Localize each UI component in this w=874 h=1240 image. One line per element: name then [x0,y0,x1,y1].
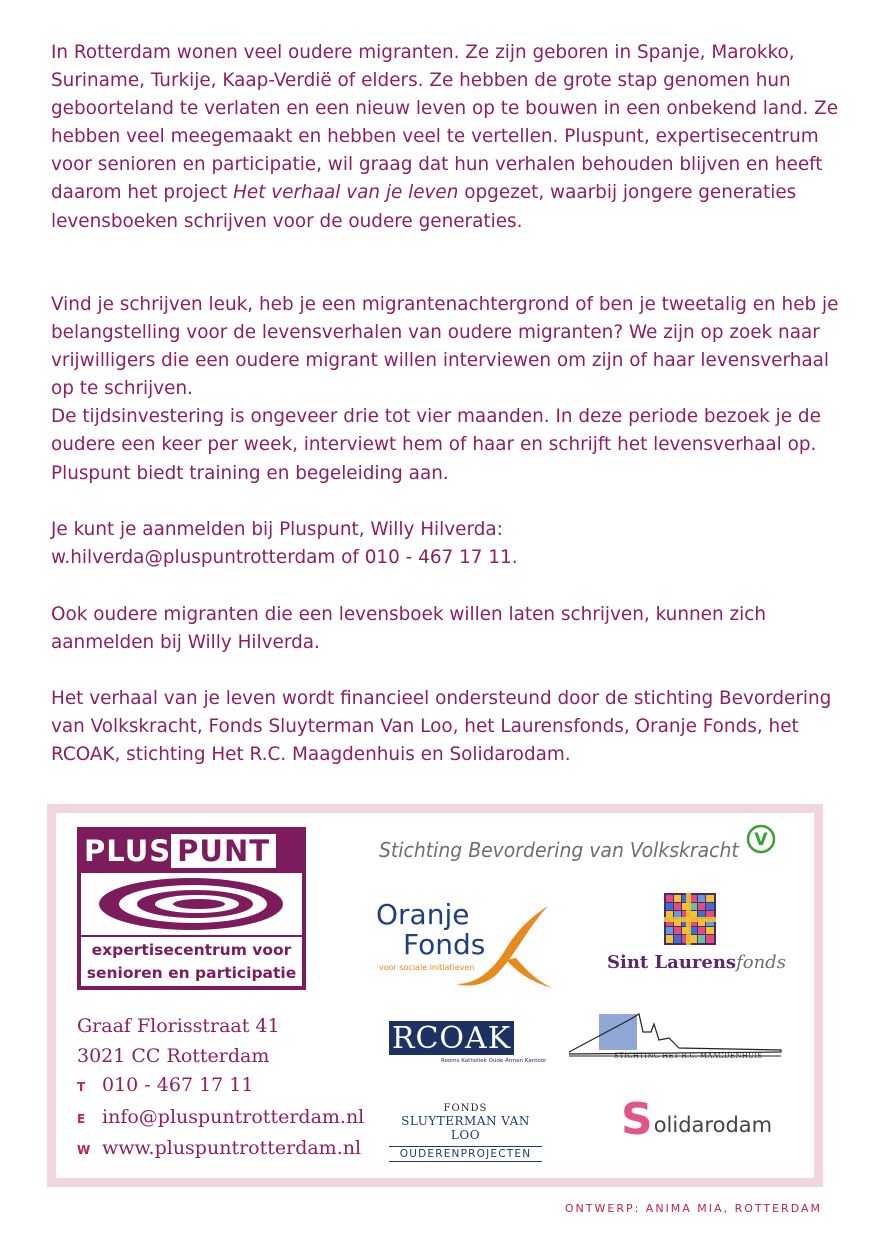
address-website[interactable]: www.pluspuntrotterdam.nl [102,1137,362,1159]
pluspunt-tagline [81,937,302,986]
address-phone: 010 - 467 17 11 [102,1074,254,1096]
migrants-signup-paragraph: Ook oudere migranten die een levensboek willen laten schrijven, kunnen zich aanmelden bij Willy Hilverda. [51,604,766,654]
funding-paragraph: Het verhaal van je leven wordt financieel ondersteund door de stichting Bevordering van Volkskracht, Fonds Sluyterman Van Loo, het Laurensfonds, Oranje Fonds, het RCOAK, stichting Het R.C. Maagdenhuis en Solidarodam. [51,688,832,766]
design-credit: ONTWERP: ANIMA MIA, ROTTERDAM [564,1202,822,1215]
address-phone-row [77,1071,364,1103]
pluspunt-word-plus: PLUS [84,834,172,868]
intro-text-a: In Rotterdam wonen veel oudere migranten. Ze zijn geboren in Spanje, Marokko, Suriname, Turkije, Kaap-Verdië of elders. Ze hebben de grote stap genomen hun geboorteland te verlaten en een nieuw leven op te bouwen in een onbekend land. Ze hebben veel meegemaakt en hebben veel te vertellen. Pluspunt, expertisecentrum voor senioren en participatie, wil graag dat hun verhalen behouden blijven en heeft daarom het project [51,42,839,204]
volunteer-text-a: Vind je schrijven leuk, heb je een migrantenachtergrond of ben je tweetalig en heb je belangstelling voor de levensverhalen van oudere migranten? We zijn op zoek naar vrijwilligers die een oudere migrant willen interviewen om zijn of haar levensverhaal op te schrijven. [51,294,839,400]
solidarodam-initial: S [621,1094,653,1145]
laurens-mosaic-icon [664,893,716,949]
pluspunt-swirl-icon [81,873,302,935]
intro-text-b: opgezet, waarbij jongere generaties levensboeken schrijven voor de oudere generaties. [51,182,797,232]
pluspunt-tagline-2: senioren en participatie [86,964,297,982]
intro-paragraph-1 [51,39,841,236]
pluspunt-word-punt: PUNT [171,834,276,868]
pluspunt-wordmark [81,831,302,871]
laurens-fonds-word: fonds [736,952,786,973]
sluyterman-name: SLUYTERMAN VAN LOO [401,1114,530,1142]
oranje-word-2: Fonds [403,928,486,961]
maagdenhuis-logo-text: STICHTING HET R.C. MAAGDENHUIS [614,1052,763,1060]
email-tag: E [77,1111,86,1126]
volunteer-text-b: De tijdsinvestering is ongeveer drie tot vier maanden. In deze periode bezoek je de oudere een keer per week, interviewt hem of haar en schrijft het levensverhaal op. Pluspunt biedt training en begeleiding aan. [51,406,821,484]
sluyterman-fonds-word: FONDS [443,1103,488,1114]
pluspunt-tagline-1: expertisecentrum voor [91,941,292,959]
address-street: Graaf Florisstraat 41 [77,1015,280,1037]
oranje-word-1: Oranje [376,898,470,931]
oranje-tagline: voor sociale initiatieven [379,963,475,972]
rcoak-logo [389,1021,547,1067]
volkskracht-v-icon [744,823,778,859]
solidarodam-logo [621,1094,773,1145]
web-tag: W [77,1143,91,1157]
rcoak-wordmark: RCOAK [389,1021,514,1055]
solidarodam-word: olidarodam [653,1113,773,1137]
oranje-fonds-logo [376,900,556,995]
signup-text: Je kunt je aanmelden bij Pluspunt, Willy Hilverda: [51,519,503,540]
volkskracht-logo-text: Stichting Bevordering van Volkskracht [379,838,739,862]
volkskracht-v-letter: V [754,830,768,850]
address-city: 3021 CC Rotterdam [77,1044,270,1067]
laurens-word: Sint Laurens [607,952,737,973]
project-title: Het verhaal van je leven [233,182,459,204]
laurens-logo-text [607,952,786,973]
sluyterman-subtitle: OUDERENPROJECTEN [389,1146,542,1162]
sluyterman-logo [389,1103,542,1162]
signup-paragraph [51,516,841,572]
address-email-row [77,1103,364,1135]
pluspunt-logo [77,827,306,990]
signup-contact: w.hilverda@pluspuntrotterdam of 010 - 467 17 11. [51,547,518,569]
address-block [77,1012,364,1166]
phone-tag: T [77,1080,86,1094]
rcoak-tagline: Rooms Katholiek Oude Armen Kantoor [441,1058,547,1064]
volunteer-paragraph [51,291,841,488]
address-email[interactable]: info@pluspuntrotterdam.nl [102,1105,365,1128]
address-web-row [77,1134,364,1166]
